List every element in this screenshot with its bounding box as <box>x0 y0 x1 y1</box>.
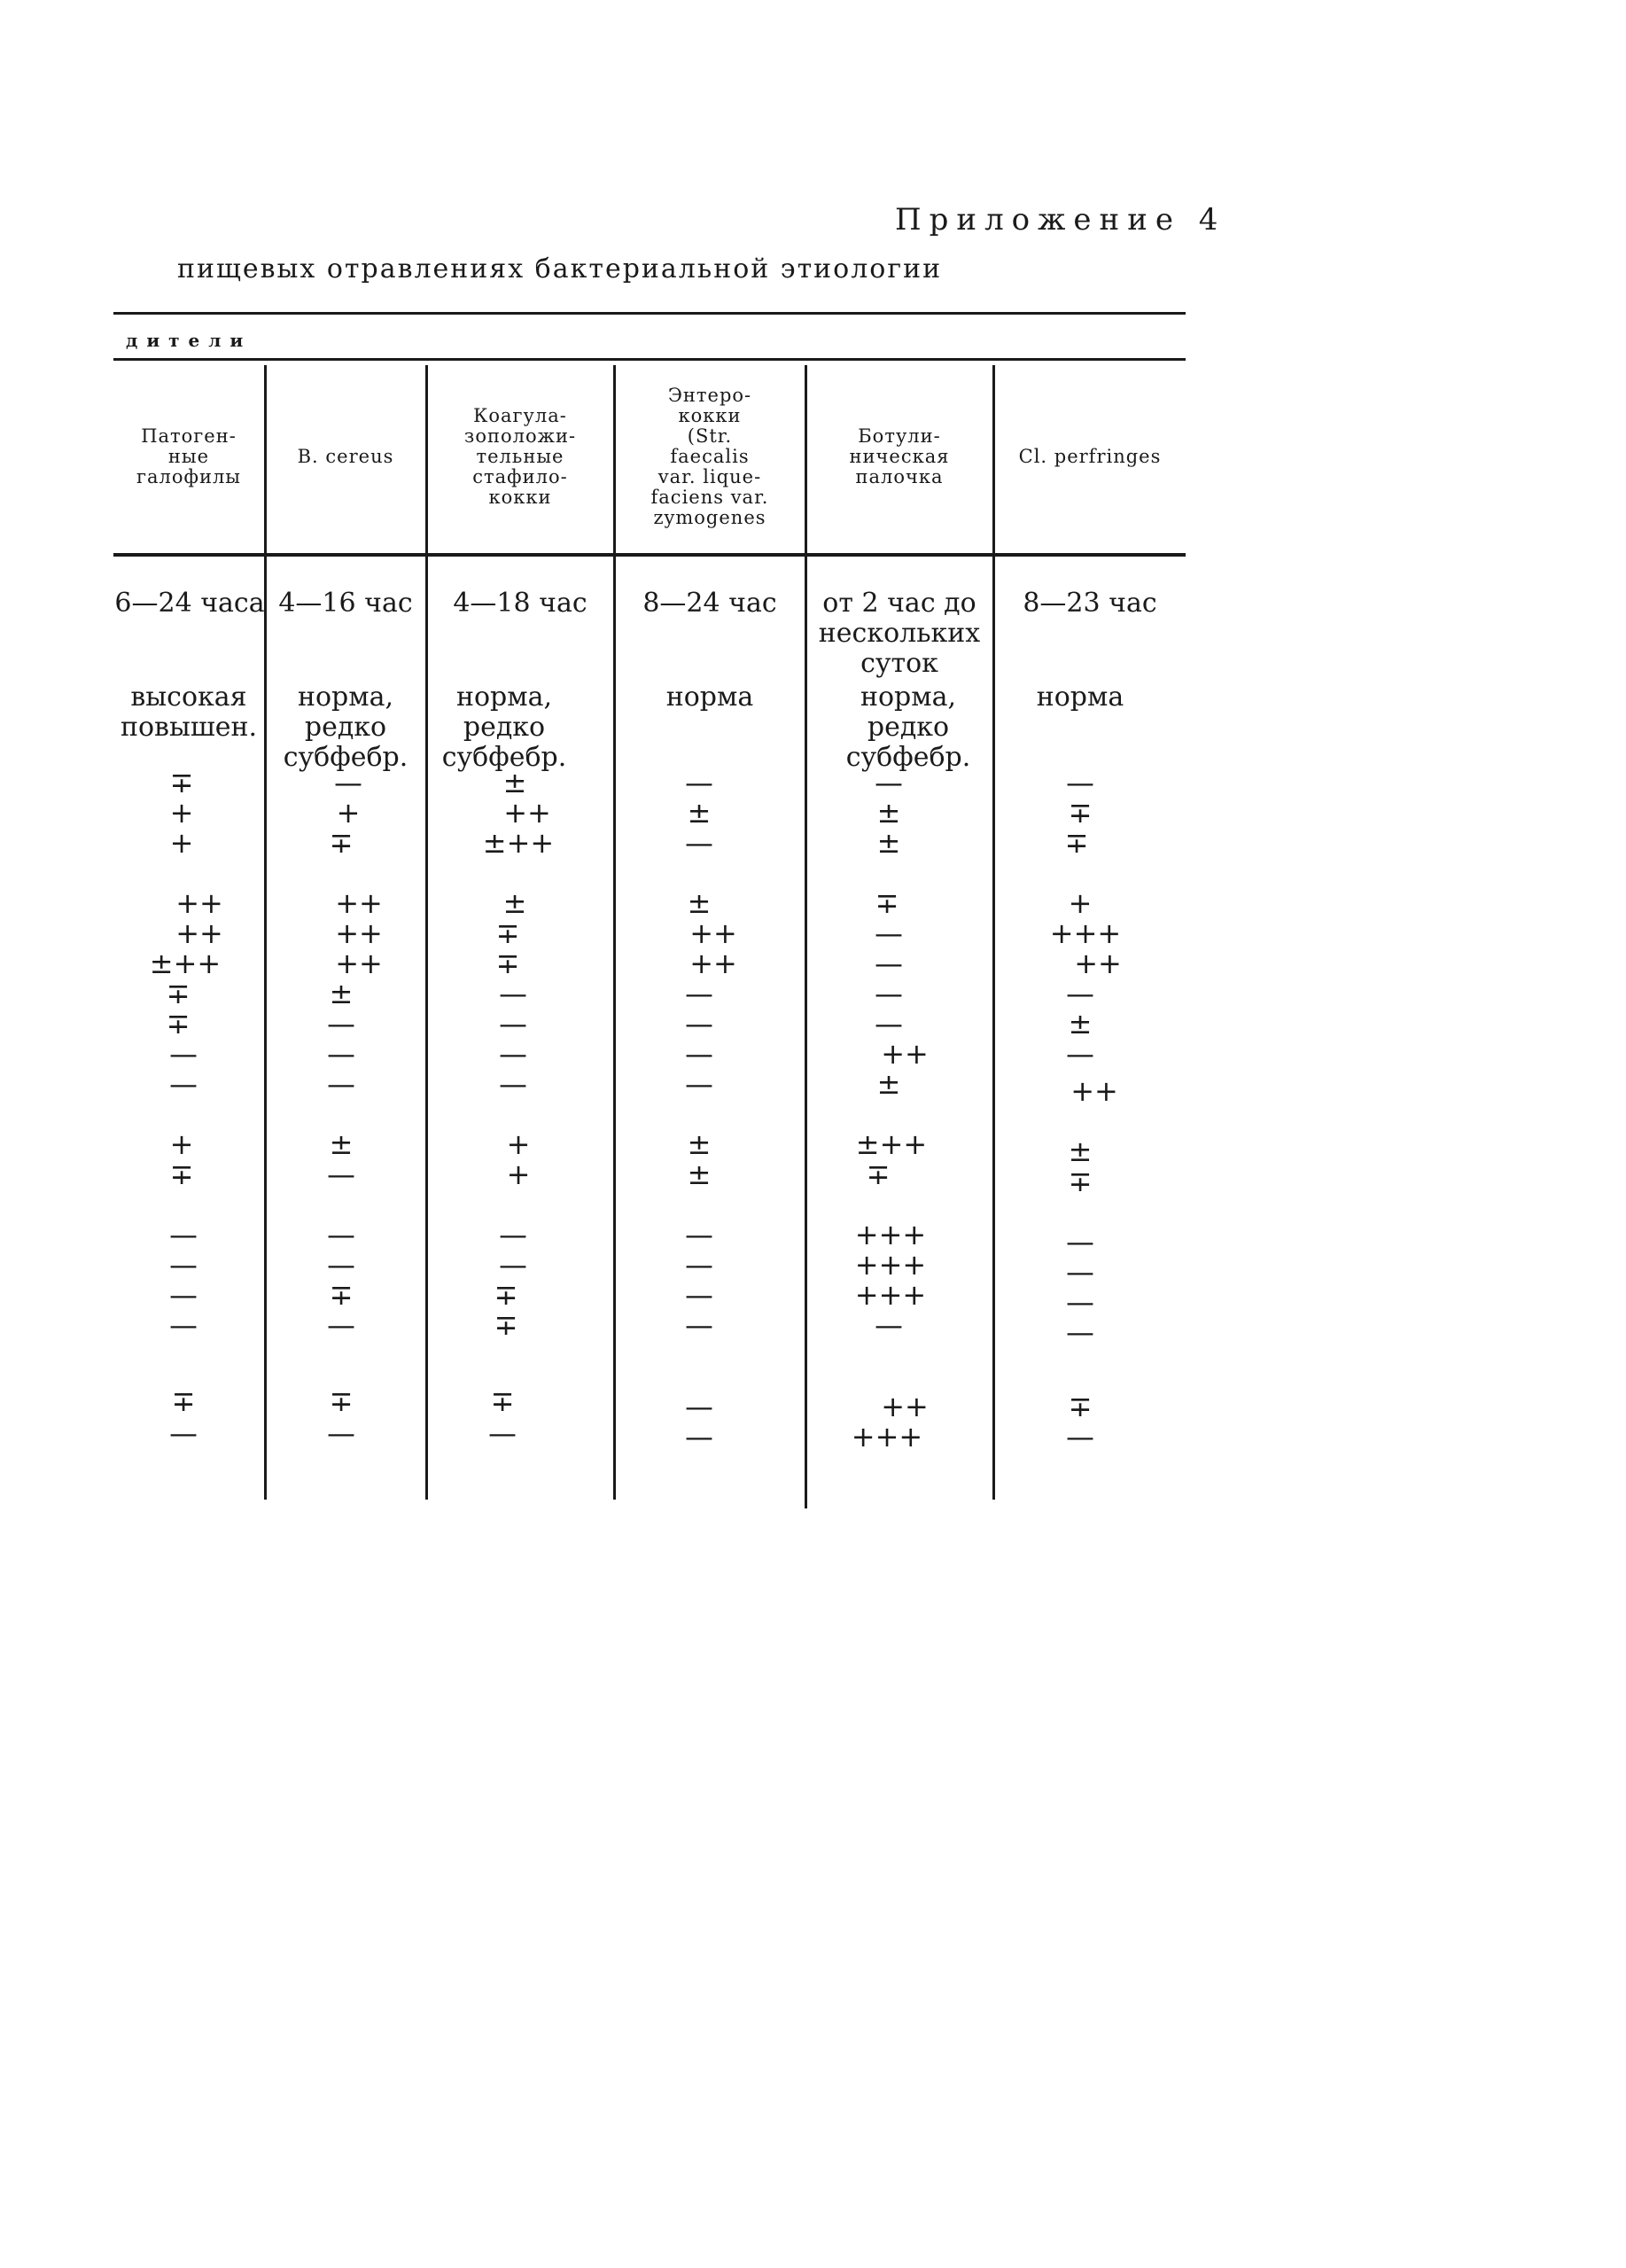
symbol-cell: ++ <box>881 1037 929 1071</box>
symbol-cell: ∓ <box>1068 796 1093 830</box>
symbol-cell: — <box>1066 1037 1094 1071</box>
symbol-cell: ± <box>876 1067 901 1101</box>
symbol-cell: — <box>1066 1315 1094 1349</box>
symbol-cell: — <box>875 947 903 980</box>
column-header <box>808 363 991 549</box>
symbol-cell: ∓ <box>875 886 899 920</box>
symbol-cell: — <box>875 916 903 950</box>
symbol-cell: ∓ <box>495 916 520 950</box>
temperature-cell: норма, редко субфебр. <box>441 682 567 773</box>
symbol-cell: ± <box>687 1157 712 1191</box>
symbol-cell: ∓ <box>329 1384 354 1418</box>
column-header-label: Патоген- ные галофилы <box>136 425 241 487</box>
symbol-cell: ± <box>687 886 712 920</box>
symbol-cell: — <box>169 1416 198 1450</box>
incubation-cell: от 2 час до нескольких суток <box>818 588 981 679</box>
temperature-cell: норма <box>665 682 754 713</box>
symbol-cell: ∓ <box>169 1157 194 1191</box>
symbol-cell: — <box>169 1248 198 1282</box>
symbol-cell: ± <box>502 886 527 920</box>
symbol-cell: + <box>506 1157 531 1191</box>
symbol-cell: +++ <box>854 1278 927 1312</box>
symbol-cell: — <box>685 1248 713 1282</box>
symbol-cell: ∓ <box>866 1157 891 1191</box>
symbol-cell: ± <box>329 1127 354 1161</box>
column-divider <box>992 365 995 1500</box>
symbol-cell: ± <box>687 796 712 830</box>
symbol-cell: — <box>685 1308 713 1342</box>
symbol-cell: ± <box>876 826 901 860</box>
symbol-cell: ∓ <box>1068 1165 1093 1198</box>
column-divider <box>425 365 428 1500</box>
symbol-cell: ++ <box>1074 947 1122 980</box>
appendix-label: Приложение 4 <box>895 202 1226 238</box>
symbol-cell: +++ <box>854 1218 927 1251</box>
symbol-cell: — <box>685 1218 713 1251</box>
symbol-cell: — <box>327 1308 355 1342</box>
incubation-cell: 4—18 час <box>453 588 587 619</box>
header-rule <box>113 358 1186 361</box>
incubation-cell: 6—24 часа <box>114 588 265 619</box>
symbol-cell: — <box>685 1007 713 1040</box>
symbol-cell: ±++ <box>482 826 555 860</box>
symbol-cell: — <box>327 1037 355 1071</box>
symbol-cell: — <box>169 1218 198 1251</box>
symbol-cell: ∓ <box>329 826 354 860</box>
symbol-cell: — <box>327 1218 355 1251</box>
symbol-cell: — <box>327 1248 355 1282</box>
symbol-cell: ∓ <box>166 1007 191 1040</box>
column-header <box>996 363 1184 549</box>
symbol-cell: — <box>499 1067 527 1101</box>
symbol-cell: ∓ <box>1068 1390 1093 1423</box>
column-divider <box>613 365 616 1500</box>
symbol-cell: ± <box>687 1127 712 1161</box>
symbol-cell: +++ <box>854 1248 927 1282</box>
symbol-cell: ∓ <box>329 1278 354 1312</box>
symbol-cell: ∓ <box>490 1384 515 1418</box>
symbol-cell: ± <box>1068 1134 1093 1168</box>
header-bottom-rule <box>113 553 1186 557</box>
symbol-cell: + <box>169 826 194 860</box>
symbol-cell: +++ <box>1049 916 1122 950</box>
temperature-cell: норма, редко субфебр. <box>845 682 971 773</box>
symbol-cell: — <box>169 1037 198 1071</box>
symbol-cell: ∓ <box>171 1384 196 1418</box>
symbol-cell: ∓ <box>495 947 520 980</box>
column-header <box>268 363 424 549</box>
symbol-cell: ± <box>502 766 527 799</box>
symbol-cell: ++ <box>335 886 383 920</box>
symbol-cell: — <box>875 977 903 1010</box>
symbol-cell: ± <box>1068 1007 1093 1040</box>
symbol-cell: ++ <box>335 947 383 980</box>
symbol-cell: — <box>499 1248 527 1282</box>
symbol-cell: — <box>488 1416 517 1450</box>
symbol-cell: ± <box>876 796 901 830</box>
symbol-cell: ++ <box>335 916 383 950</box>
column-header-label: Cl. perfringes <box>1018 445 1162 467</box>
symbol-cell: — <box>1066 1225 1094 1259</box>
symbol-cell: — <box>499 1218 527 1251</box>
column-divider <box>805 365 807 1508</box>
column-header <box>429 363 611 549</box>
symbol-cell: — <box>685 1420 713 1454</box>
symbol-cell: + <box>336 796 361 830</box>
symbol-cell: — <box>875 1007 903 1040</box>
table-subtitle: пищевых отравлениях бактериальной этиологии <box>177 253 943 284</box>
symbol-cell: — <box>685 977 713 1010</box>
symbol-cell: ∓ <box>166 977 191 1010</box>
symbol-cell: ∓ <box>494 1278 518 1312</box>
column-header-label: Ботули- ническая палочка <box>849 425 950 487</box>
symbol-cell: — <box>169 1067 198 1101</box>
symbol-cell: — <box>1066 1285 1094 1319</box>
column-header <box>115 363 262 549</box>
symbol-cell: ++ <box>503 796 551 830</box>
column-header-label: Энтеро- кокки (Str. faecalis var. lique- faciens var. zymogenes <box>650 384 769 528</box>
symbol-cell: ++ <box>881 1390 929 1423</box>
symbol-cell: ++ <box>175 886 223 920</box>
symbol-cell: + <box>506 1127 531 1161</box>
symbol-cell: ±++ <box>149 947 222 980</box>
symbol-cell: — <box>875 1308 903 1342</box>
column-header-label: Коагула- зоположи- тельные стафило- кокки <box>463 404 577 508</box>
symbol-cell: — <box>685 1278 713 1312</box>
symbol-cell: — <box>327 1157 355 1191</box>
symbol-cell: ∓ <box>494 1308 518 1342</box>
symbol-cell: + <box>169 1127 194 1161</box>
symbol-cell: +++ <box>851 1420 923 1454</box>
symbol-cell: — <box>685 766 713 799</box>
symbol-cell: ∓ <box>1064 826 1089 860</box>
symbol-cell: — <box>685 826 713 860</box>
column-header-label: B. cereus <box>297 445 394 467</box>
symbol-cell: — <box>1066 977 1094 1010</box>
symbol-cell: — <box>334 766 362 799</box>
symbol-cell: ++ <box>175 916 223 950</box>
symbol-cell: — <box>1066 766 1094 799</box>
symbol-cell: — <box>1066 1255 1094 1289</box>
incubation-cell: 8—24 час <box>642 588 777 619</box>
symbol-cell: — <box>685 1037 713 1071</box>
symbol-cell: — <box>875 766 903 799</box>
symbol-cell: — <box>327 1007 355 1040</box>
symbol-cell: — <box>327 1416 355 1450</box>
column-divider <box>264 365 267 1500</box>
top-rule <box>113 312 1186 315</box>
symbol-cell: + <box>169 796 194 830</box>
symbol-cell: ++ <box>689 916 737 950</box>
symbol-cell: — <box>499 977 527 1010</box>
temperature-cell: высокая повышен. <box>121 682 257 743</box>
partial-header: дители <box>126 330 253 351</box>
column-header <box>617 363 803 549</box>
symbol-cell: — <box>169 1308 198 1342</box>
symbol-cell: ++ <box>689 947 737 980</box>
symbol-cell: — <box>499 1037 527 1071</box>
symbol-cell: — <box>327 1067 355 1101</box>
symbol-cell: ++ <box>1070 1074 1118 1108</box>
symbol-cell: ±++ <box>855 1127 928 1161</box>
symbol-cell: — <box>499 1007 527 1040</box>
symbol-cell: ± <box>329 977 354 1010</box>
incubation-cell: 8—23 час <box>1023 588 1157 619</box>
symbol-cell: — <box>1066 1420 1094 1454</box>
symbol-cell: — <box>169 1278 198 1312</box>
symbol-cell: ∓ <box>169 766 194 799</box>
incubation-cell: 4—16 час <box>278 588 413 619</box>
temperature-cell: норма <box>1036 682 1124 713</box>
symbol-cell: — <box>685 1390 713 1423</box>
temperature-cell: норма, редко субфебр. <box>283 682 408 773</box>
symbol-cell: + <box>1068 886 1093 920</box>
symbol-cell: — <box>685 1067 713 1101</box>
